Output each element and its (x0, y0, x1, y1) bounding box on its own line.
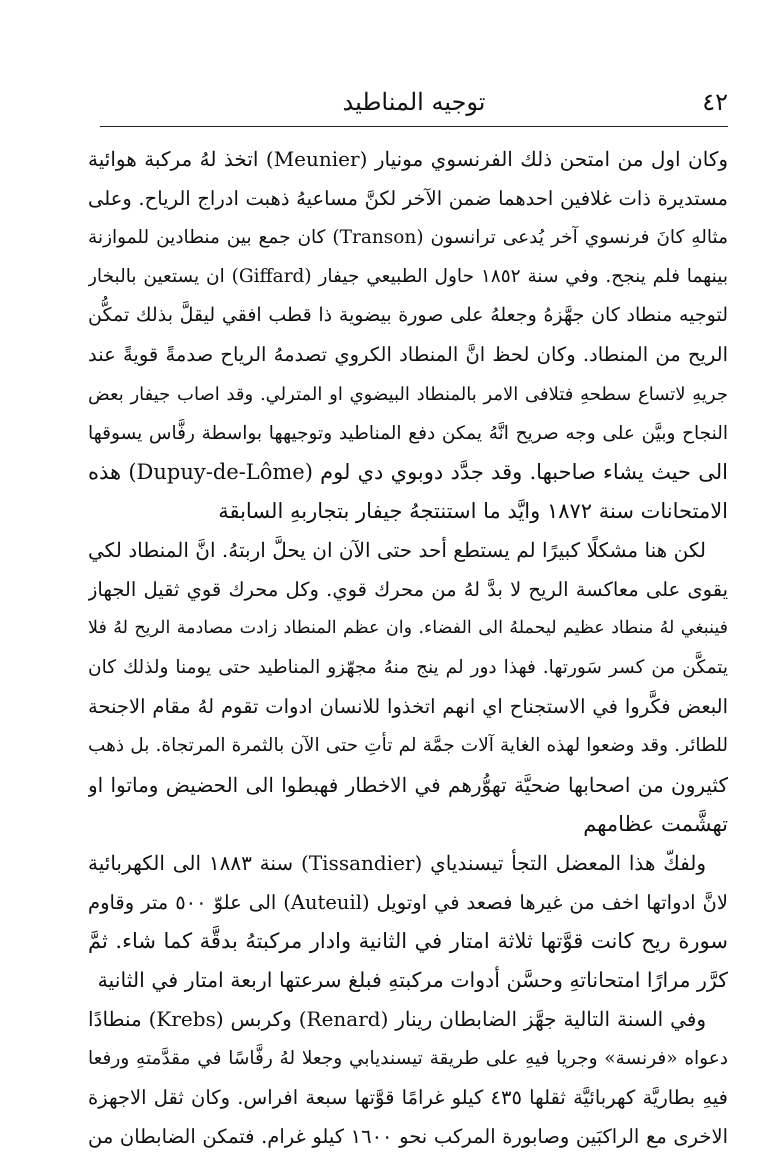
text-line: دعواه «فرنسة» وجريا فيهِ على طريقة تيسنديابي وجعلا لهُ رفَّاسًا في مقدَّمتهِ ورفعا (88, 1048, 728, 1070)
text-line: مثالهِ كانَ فرنسوي آخر يُدعى ترانسون (Transon) كان جمع بين منطادين للموازنة (88, 227, 728, 249)
text-line: للطائر. وقد وضعوا لهذه الغاية آلات جمَّة لم تأتِ حتى الآن بالثمرة المرتجاة. بل ذهب (88, 735, 728, 757)
text-line: الى حيث يشاء صاحبها. وقد جدَّد دوبوي دي لوم (Dupuy-de-Lôme) هذه (88, 459, 728, 484)
body-text (88, 140, 728, 1156)
text-line: الامتحانات سنة ١٨٧٢ وايَّد ما استنتجهُ جيفار بتجاربهِ السابقة (218, 498, 728, 523)
text-line: سورة ريح كانت قوَّتها ثلاثة امتار في الثانية وادار مركبتهُ بدقَّة كما شاء. ثمَّ (88, 928, 728, 953)
text-line: كرَّر مرارًا امتحاناتهِ وحسَّن أدوات مركبتهِ فبلغ سرعتها اربعة امتار في الثانية (97, 967, 728, 992)
text-line: وكان اول من امتحن ذلك الفرنسوي مونيار (Meunier) اتخذ لهُ مركبة هوائية (88, 147, 728, 171)
text-line: البعض فكَّروا في الاستجناح اي انهم اتخذوا للانسان ادوات تقوم لهُ مقام الاجنحة (88, 695, 728, 719)
text-line: النجاح وبيَّن على وجه صريح انَّهُ يمكن دفع المناطيد وتوجيهها بواسطة رفَّاس يسوقها (88, 422, 728, 444)
text-line: الاخرى مع الراكبَين وصابورة المركب نحو ١٦٠٠ كيلو غرام. فتمكن الضابطان من (88, 1125, 728, 1149)
text-line: الريح من المنطاد. وكان لحظ انَّ المنطاد الكروي تصدمهُ الرياح صدمةً قويةً عند (88, 343, 728, 367)
text-line: ولفكّ هذا المعضل التجأ تيسندياي (Tissandier) سنة ١٨٨٣ الى الكهربائية (88, 850, 707, 875)
text-line: وفي السنة التالية جهَّز الضابطان رينار (Renard) وكربس (Krebs) منطادًا (88, 1007, 707, 1032)
page-number: ٤٢ (702, 88, 728, 116)
page-header (100, 88, 728, 122)
text-line: فينبغي لهُ منطاد عظيم ليحملهُ الى الفضاء. وان عظم المنطاد زادت مصادمة الريح لهُ فلا (88, 618, 728, 639)
running-title: توجيه المناطيد (342, 88, 486, 116)
text-line: لانَّ ادواتها اخف من غيرها فصعد في اوتويل (Auteuil) الى علوّ ٥٠٠ متر وقاوم (88, 890, 728, 914)
text-line: بينهما فلم ينجح. وفي سنة ١٨٥٢ حاول الطبيعي جيفار (Giffard) ان يستعين بالبخار (88, 266, 728, 288)
text-line: فيهِ بطاريَّة كهربائيَّة ثقلها ٤٣٥ كيلو غرامًا قوَّتها سبعة افراس. وكان ثقل الاجهزة (88, 1086, 728, 1110)
header-rule (100, 126, 728, 127)
text-line: كثيرون من اصحابها ضحيَّة تهوُّرهم في الاخطار فهبطوا الى الحضيض وماتوا او (88, 772, 728, 797)
text-line: جريهِ لاتساع سطحهِ فتلافى الامر بالمنطاد البيضوي او المترلي. وقد اصاب جيفار بعض (88, 383, 728, 405)
text-line: لتوجيه منطاد كان جهَّزهُ وجعلهُ على صورة بيضوية ذا قطب افقي ليقلَّ بذلك تمكُّن (88, 304, 728, 327)
text-line: مستديرة ذات غلافين احدهما ضمن الآخر لكنَّ مساعيهُ ذهبت ادراج الرياح. وعلى (88, 187, 728, 211)
text-line: يتمكَّن من كسر سَورتها. فهذا دور لم ينج منهُ مجهّزو المناطيد حتى يومنا ولذلك كان (88, 657, 728, 679)
text-line: تهشَّمت عظامهم (583, 811, 728, 836)
text-line: يقوى على معاكسة الريح لا بدَّ لهُ من محرك قوي. وكل محرك قوي ثقيل الجهاز (88, 578, 728, 602)
text-line: لكن هنا مشكلًا كبيرًا لم يستطع أحد حتى الآن ان يحلَّ اربتهُ. انَّ المنطاد لكي (88, 537, 706, 562)
